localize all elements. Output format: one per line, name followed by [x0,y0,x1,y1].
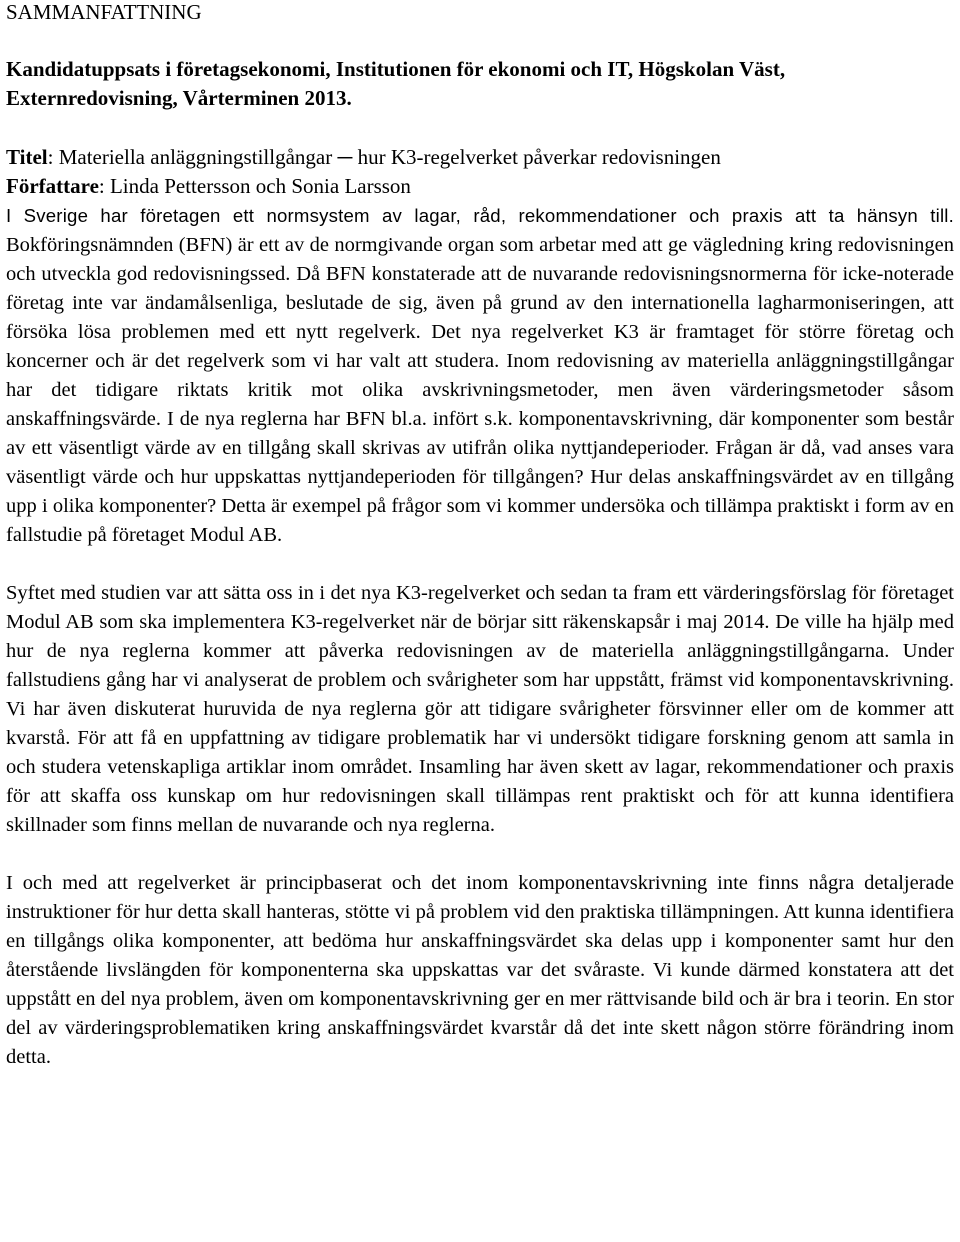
authors-text: : Linda Pettersson och Sonia Larsson [98,174,411,198]
authors-line [6,172,954,201]
document-page [6,0,954,1072]
authors-label: Författare [6,174,99,198]
intro-sentence: I Sverige har företagen ett normsystem av lagar, råd, rekommendationer och praxis att ta hänsyn till. [6,205,954,226]
paragraph-1 [6,201,954,550]
paragraph-1-text: Bokföringsnämnden (BFN) är ett av de normgivande organ som arbetar med att ge vägledning kring redovisningen och utveckla god redovisningssed. Då BFN konstaterade att de nuvarande redovisningsnormerna för icke-noterade företag inte var ändamålsenliga, beslutade de sig, även på grund av den internationella lagharmoniseringen, att försöka lösa problemen med ett nytt regelverk. Det nya regelverket K3 är framtaget för större företag och koncerner och är det regelverk som vi har valt att studera. Inom redovisning av materiella anläggningstillgångar har det tidigare riktats kritik mot olika avskrivningsmetoder, men även värderingsmetoder såsom anskaffningsvärde. I de nya reglerna har BFN bl.a. infört s.k. komponentavskrivning, där komponenter som består av ett väsentligt värde av en tillgång skall skrivas av utifrån olika nyttjandeperioder. Frågan är då, vad anses vara väsentligt värde och hur uppskattas nyttjandeperioden för tillgången? Hur delas anskaffningsvärdet av en tillgång upp i olika komponenter? Detta är exempel på frågor som vi kommer undersöka och tillämpa praktiskt i form av en fallstudie på företaget Modul AB. [6,234,954,546]
title-text: : Materiella anläggningstillgångar ─ hur K3-regelverket påverkar redovisningen [47,145,721,169]
title-line [6,143,954,172]
course-info: Kandidatuppsats i företagsekonomi, Institutionen för ekonomi och IT, Högskolan Väst, Externredovisning, Vårterminen 2013. [6,57,786,110]
paragraph-2: Syftet med studien var att sätta oss in i det nya K3-regelverket och sedan ta fram ett värderingsförslag för företaget Modul AB som ska implementera K3-regelverket när de börjar sitt räkenskapsår i maj 2014. De ville ha hjälp med hur de nya reglerna kommer att påverka redovisningen av de materiella anläggningstillgångarna. Under fallstudiens gång har vi analyserat de problem och svårigheter som har uppstått, främst vid komponentavskrivning. Vi har även diskuterat huruvida de nya reglerna gör att tidigare svårigheter försvinner eller om de kommer att kvarstå. För att få en uppfattning av tidigare problematik har vi undersökt tidigare forskning genom att samla in och studera vetenskapliga artiklar inom området. Insamling har även skett av lagar, rekommendationer och praxis för att skaffa oss kunskap om hur redovisningen skall tillämpas rent praktiskt och för att kunna identifiera skillnader som finns mellan de nuvarande och nya reglerna. [6,582,954,836]
title-authors-block [6,143,954,201]
title-label: Titel [6,145,48,169]
page-heading: SAMMANFATTNING [6,0,202,24]
paragraph-3: I och med att regelverket är principbaserat och det inom komponentavskrivning inte finns några detaljerade instruktioner för hur detta skall hanteras, stötte vi på problem vid den praktiska tillämpningen. Att kunna identifiera en tillgångs olika komponenter, att bedöma hur anskaffningsvärdet ska delas upp i komponenter samt hur den återstående livslängden för komponenterna ska uppskattas var det svåraste. Vi kunde därmed konstatera att det uppstått en del nya problem, även om komponentavskrivning ger en mer rättvisande bild och är bra i teorin. En stor del av värderingsproblematiken kring anskaffningsvärdet kvarstår då det inte skett någon större förändring inom detta. [6,872,954,1068]
